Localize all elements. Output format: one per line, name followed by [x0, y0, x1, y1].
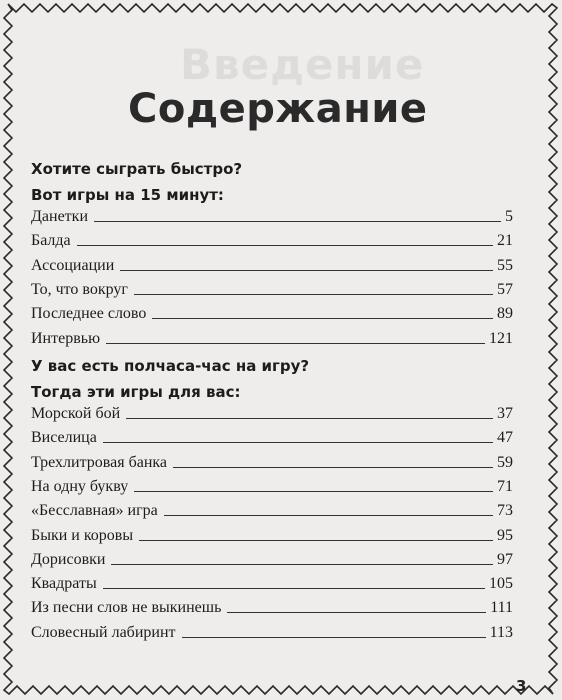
leader-line — [134, 293, 493, 295]
toc-entry-title: Последнее слово — [31, 305, 147, 323]
leader-line — [182, 636, 486, 638]
toc-entry-title: Интервью — [31, 329, 101, 347]
toc-entry — [31, 475, 513, 495]
toc-entry-page: 5 — [505, 208, 513, 225]
toc-entry — [31, 621, 513, 641]
leader-line — [103, 441, 493, 443]
toc-entry-page: 71 — [497, 477, 513, 495]
toc-entry — [31, 327, 513, 347]
toc-entry-title: Квадраты — [31, 575, 97, 593]
leader-line — [164, 514, 493, 516]
toc-entry — [31, 451, 513, 471]
toc-entry — [31, 229, 513, 249]
toc-entry-page: 95 — [497, 526, 513, 544]
toc-entry-page: 89 — [497, 305, 513, 323]
toc-entry-title: Ассоциации — [31, 256, 115, 274]
toc-entry-page: 97 — [497, 550, 513, 568]
leader-line — [120, 269, 493, 271]
toc-entry-page: 59 — [497, 453, 513, 471]
toc-entry-page: 111 — [490, 599, 513, 617]
page-number: 3 — [516, 677, 527, 695]
leader-line — [106, 342, 485, 344]
section2-question: У вас есть полчаса-час на игру? — [31, 357, 310, 375]
background-heading: Введение — [180, 40, 425, 89]
toc-entry — [31, 572, 513, 592]
toc-entry-title: «Бесславная» игра — [31, 502, 158, 520]
toc-entry-page: 55 — [497, 256, 513, 274]
toc-entry-page: 47 — [497, 429, 513, 447]
leader-line — [111, 563, 493, 565]
toc-entry-title: Виселица — [31, 429, 97, 447]
section2-subheading: Тогда эти игры для вас: — [31, 383, 241, 401]
toc-entry — [31, 524, 513, 544]
toc-entry-page: 73 — [497, 502, 513, 520]
toc-entry-title: На одну букву — [31, 477, 129, 495]
leader-line — [103, 587, 485, 589]
toc-entry — [31, 499, 513, 519]
leader-line — [77, 244, 493, 246]
toc-entry-page: 121 — [489, 329, 513, 347]
toc-entry — [31, 254, 513, 274]
toc-entry-title: Словесный лабиринт — [31, 623, 176, 641]
leader-line — [227, 611, 486, 613]
section1-question: Хотите сыграть быстро? — [31, 160, 243, 178]
toc-entry — [31, 548, 513, 568]
leader-line — [152, 317, 493, 319]
leader-line — [173, 466, 493, 468]
toc-entry-title: Дорисовки — [31, 550, 106, 568]
toc-entry — [31, 278, 513, 298]
toc-entry-title: Балда — [31, 232, 71, 250]
toc-entry-title: Морской бой — [31, 405, 121, 422]
toc-entry-title: Трехлитровая банка — [31, 453, 168, 471]
leader-line — [139, 539, 493, 541]
section1-subheading: Вот игры на 15 минут: — [31, 186, 224, 204]
toc-entry-page: 37 — [497, 405, 513, 422]
page-title: Содержание — [128, 86, 428, 132]
toc-entry-title: Быки и коровы — [31, 526, 134, 544]
toc-entry — [31, 596, 513, 616]
toc-entry-page: 105 — [489, 575, 513, 593]
toc-entry — [31, 302, 513, 322]
toc-entry — [31, 402, 513, 422]
toc-entry-title: Данетки — [31, 208, 89, 225]
toc-entry — [31, 205, 513, 225]
toc-entry-title: Из песни слов не выкинешь — [31, 599, 222, 617]
toc-entry-page: 21 — [497, 232, 513, 250]
leader-line — [126, 417, 493, 419]
toc-entry-title: То, что вокруг — [31, 280, 128, 298]
toc-entry-page: 113 — [489, 623, 513, 641]
toc-entry-page: 57 — [497, 280, 513, 298]
toc-entry — [31, 426, 513, 446]
leader-line — [134, 490, 493, 492]
leader-line — [94, 220, 501, 222]
